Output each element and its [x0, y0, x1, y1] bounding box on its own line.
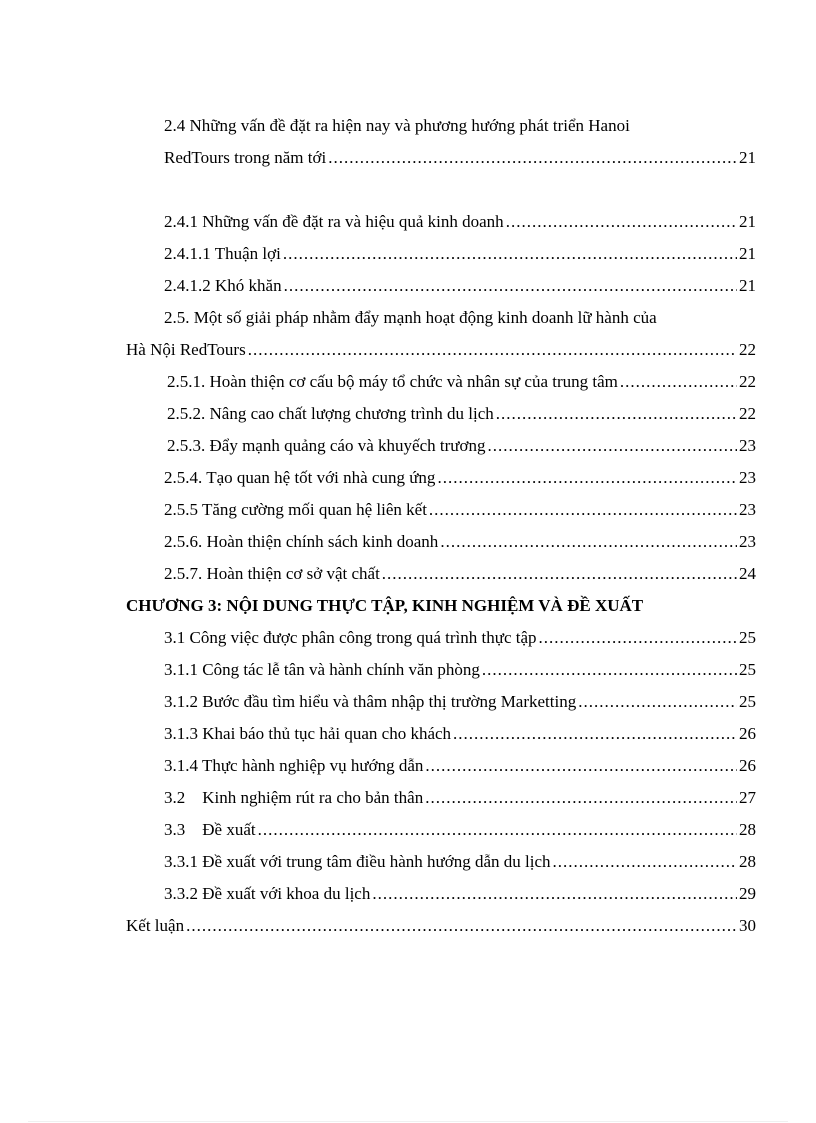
toc-page-number: 25	[739, 692, 756, 711]
leader-dots	[283, 242, 737, 266]
toc-entry-text: 2.4.1.2 Khó khăn	[164, 276, 282, 295]
toc-page-number: 22	[739, 340, 756, 359]
toc-page-number: 22	[739, 404, 756, 423]
toc-entry-text: 2.5.5 Tăng cường mối quan hệ liên kết	[164, 500, 427, 519]
toc-entry-text: 3.2 Kinh nghiệm rút ra cho bản thân	[164, 788, 424, 807]
leader-dots	[382, 562, 737, 586]
leader-dots	[496, 402, 737, 426]
toc-page-number: 23	[739, 436, 756, 455]
toc-entry-2-5-3	[167, 434, 756, 458]
toc-page-number: 29	[739, 884, 756, 903]
leader-dots	[482, 658, 737, 682]
toc-entry-3-3-2	[164, 882, 756, 906]
toc-entry-3-3	[164, 818, 756, 842]
toc-entry-text: 2.5.2. Nâng cao chất lượng chương trình du lịch	[167, 404, 494, 423]
toc-page-number: 25	[739, 628, 756, 647]
toc-page-number: 28	[739, 820, 756, 839]
toc-entry-text: 3.3.1 Đề xuất với trung tâm điều hành hướng dẫn du lịch	[164, 852, 551, 871]
leader-dots	[506, 210, 737, 234]
toc-entry-3-1-4	[164, 754, 756, 778]
leader-dots	[284, 274, 737, 298]
toc-page-number: 26	[739, 756, 756, 775]
toc-entry-text: Kết luận	[126, 916, 185, 935]
toc-entry-text: Hà Nội RedTours	[126, 340, 246, 359]
toc-entry-2-5-7	[164, 562, 756, 586]
toc-page-number: 22	[739, 372, 756, 391]
toc-entry-conclusion	[126, 914, 756, 938]
toc-entry-2-4-line1	[164, 114, 764, 138]
leader-dots	[437, 466, 737, 490]
toc-entry-2-4-1	[164, 210, 756, 234]
toc-entry-text: 3.1.2 Bước đầu tìm hiểu và thâm nhập thị trường Marketting	[164, 692, 577, 711]
toc-entry-3-1-2	[164, 690, 756, 714]
leader-dots	[539, 626, 737, 650]
toc-page-number: 26	[739, 724, 756, 743]
chapter-3-heading	[126, 594, 766, 618]
toc-entry-2-5-line2	[126, 338, 756, 362]
toc-entry-text: 3.1.4 Thực hành nghiệp vụ hướng dẫn	[164, 756, 424, 775]
chapter-title: CHƯƠNG 3: NỘI DUNG THỰC TẬP, KINH NGHIỆM VÀ ĐỀ XUẤT	[126, 596, 644, 615]
toc-page-number: 23	[739, 468, 756, 487]
toc-entry-2-5-6	[164, 530, 756, 554]
leader-dots	[328, 146, 737, 170]
toc-entry-text: 3.3.2 Đề xuất với khoa du lịch	[164, 884, 371, 903]
leader-dots	[248, 338, 737, 362]
leader-dots	[429, 498, 737, 522]
page-bottom-edge	[28, 1121, 788, 1122]
toc-entry-2-4-1-1	[164, 242, 756, 266]
leader-dots	[487, 434, 737, 458]
toc-entry-3-2	[164, 786, 756, 810]
toc-entry-2-4-1-2	[164, 274, 756, 298]
toc-entry-text: 3.1.1 Công tác lễ tân và hành chính văn phòng	[164, 660, 480, 679]
toc-entry-text: 2.5. Một số giải pháp nhằm đẩy mạnh hoạt động kinh doanh lữ hành của	[164, 308, 657, 327]
toc-entry-text: 3.1 Công việc được phân công trong quá trình thực tập	[164, 628, 537, 647]
toc-entry-text: 3.3 Đề xuất	[164, 820, 256, 839]
leader-dots	[372, 882, 737, 906]
toc-entry-2-5-2	[167, 402, 756, 426]
toc-entry-text: 2.5.3. Đẩy mạnh quảng cáo và khuyếch trương	[167, 436, 486, 455]
toc-entry-text: 2.5.1. Hoàn thiện cơ cấu bộ máy tổ chức và nhân sự của trung tâm	[167, 372, 618, 391]
leader-dots	[258, 818, 737, 842]
leader-dots	[578, 690, 737, 714]
toc-entry-text: 2.4 Những vấn đề đặt ra hiện nay và phương hướng phát triển Hanoi	[164, 116, 630, 135]
toc-entry-3-1-3	[164, 722, 756, 746]
toc-entry-text: 2.4.1.1 Thuận lợi	[164, 244, 281, 263]
toc-page-number: 23	[739, 532, 756, 551]
leader-dots	[552, 850, 737, 874]
leader-dots	[620, 370, 737, 394]
toc-page-number: 24	[739, 564, 756, 583]
toc-entry-3-1	[164, 626, 756, 650]
leader-dots	[453, 722, 737, 746]
toc-entry-2-5-line1	[164, 306, 764, 330]
toc-page-number: 21	[739, 212, 756, 231]
toc-page-number: 28	[739, 852, 756, 871]
toc-entry-2-5-4	[164, 466, 756, 490]
toc-entry-text: 2.5.6. Hoàn thiện chính sách kinh doanh	[164, 532, 439, 551]
leader-dots	[425, 754, 737, 778]
toc-entry-3-3-1	[164, 850, 756, 874]
leader-dots	[425, 786, 737, 810]
toc-entry-2-4-line2	[164, 146, 756, 170]
toc-entry-text: RedTours trong năm tới	[164, 148, 327, 167]
leader-dots	[440, 530, 737, 554]
toc-entry-2-5-5	[164, 498, 756, 522]
toc-page-number: 25	[739, 660, 756, 679]
toc-entry-text: 2.5.4. Tạo quan hệ tốt với nhà cung ứng	[164, 468, 436, 487]
toc-entry-text: 2.5.7. Hoàn thiện cơ sở vật chất	[164, 564, 380, 583]
toc-page-number: 21	[739, 244, 756, 263]
toc-page-number: 21	[739, 148, 756, 167]
toc-entry-2-5-1	[167, 370, 756, 394]
leader-dots	[186, 914, 737, 938]
toc-entry-text: 2.4.1 Những vấn đề đặt ra và hiệu quả kinh doanh	[164, 212, 504, 231]
toc-entry-text: 3.1.3 Khai báo thủ tục hải quan cho khách	[164, 724, 452, 743]
toc-page-number: 23	[739, 500, 756, 519]
toc-entry-3-1-1	[164, 658, 756, 682]
toc-page-number: 27	[739, 788, 756, 807]
toc-page-number: 30	[739, 916, 756, 935]
toc-page-number: 21	[739, 276, 756, 295]
